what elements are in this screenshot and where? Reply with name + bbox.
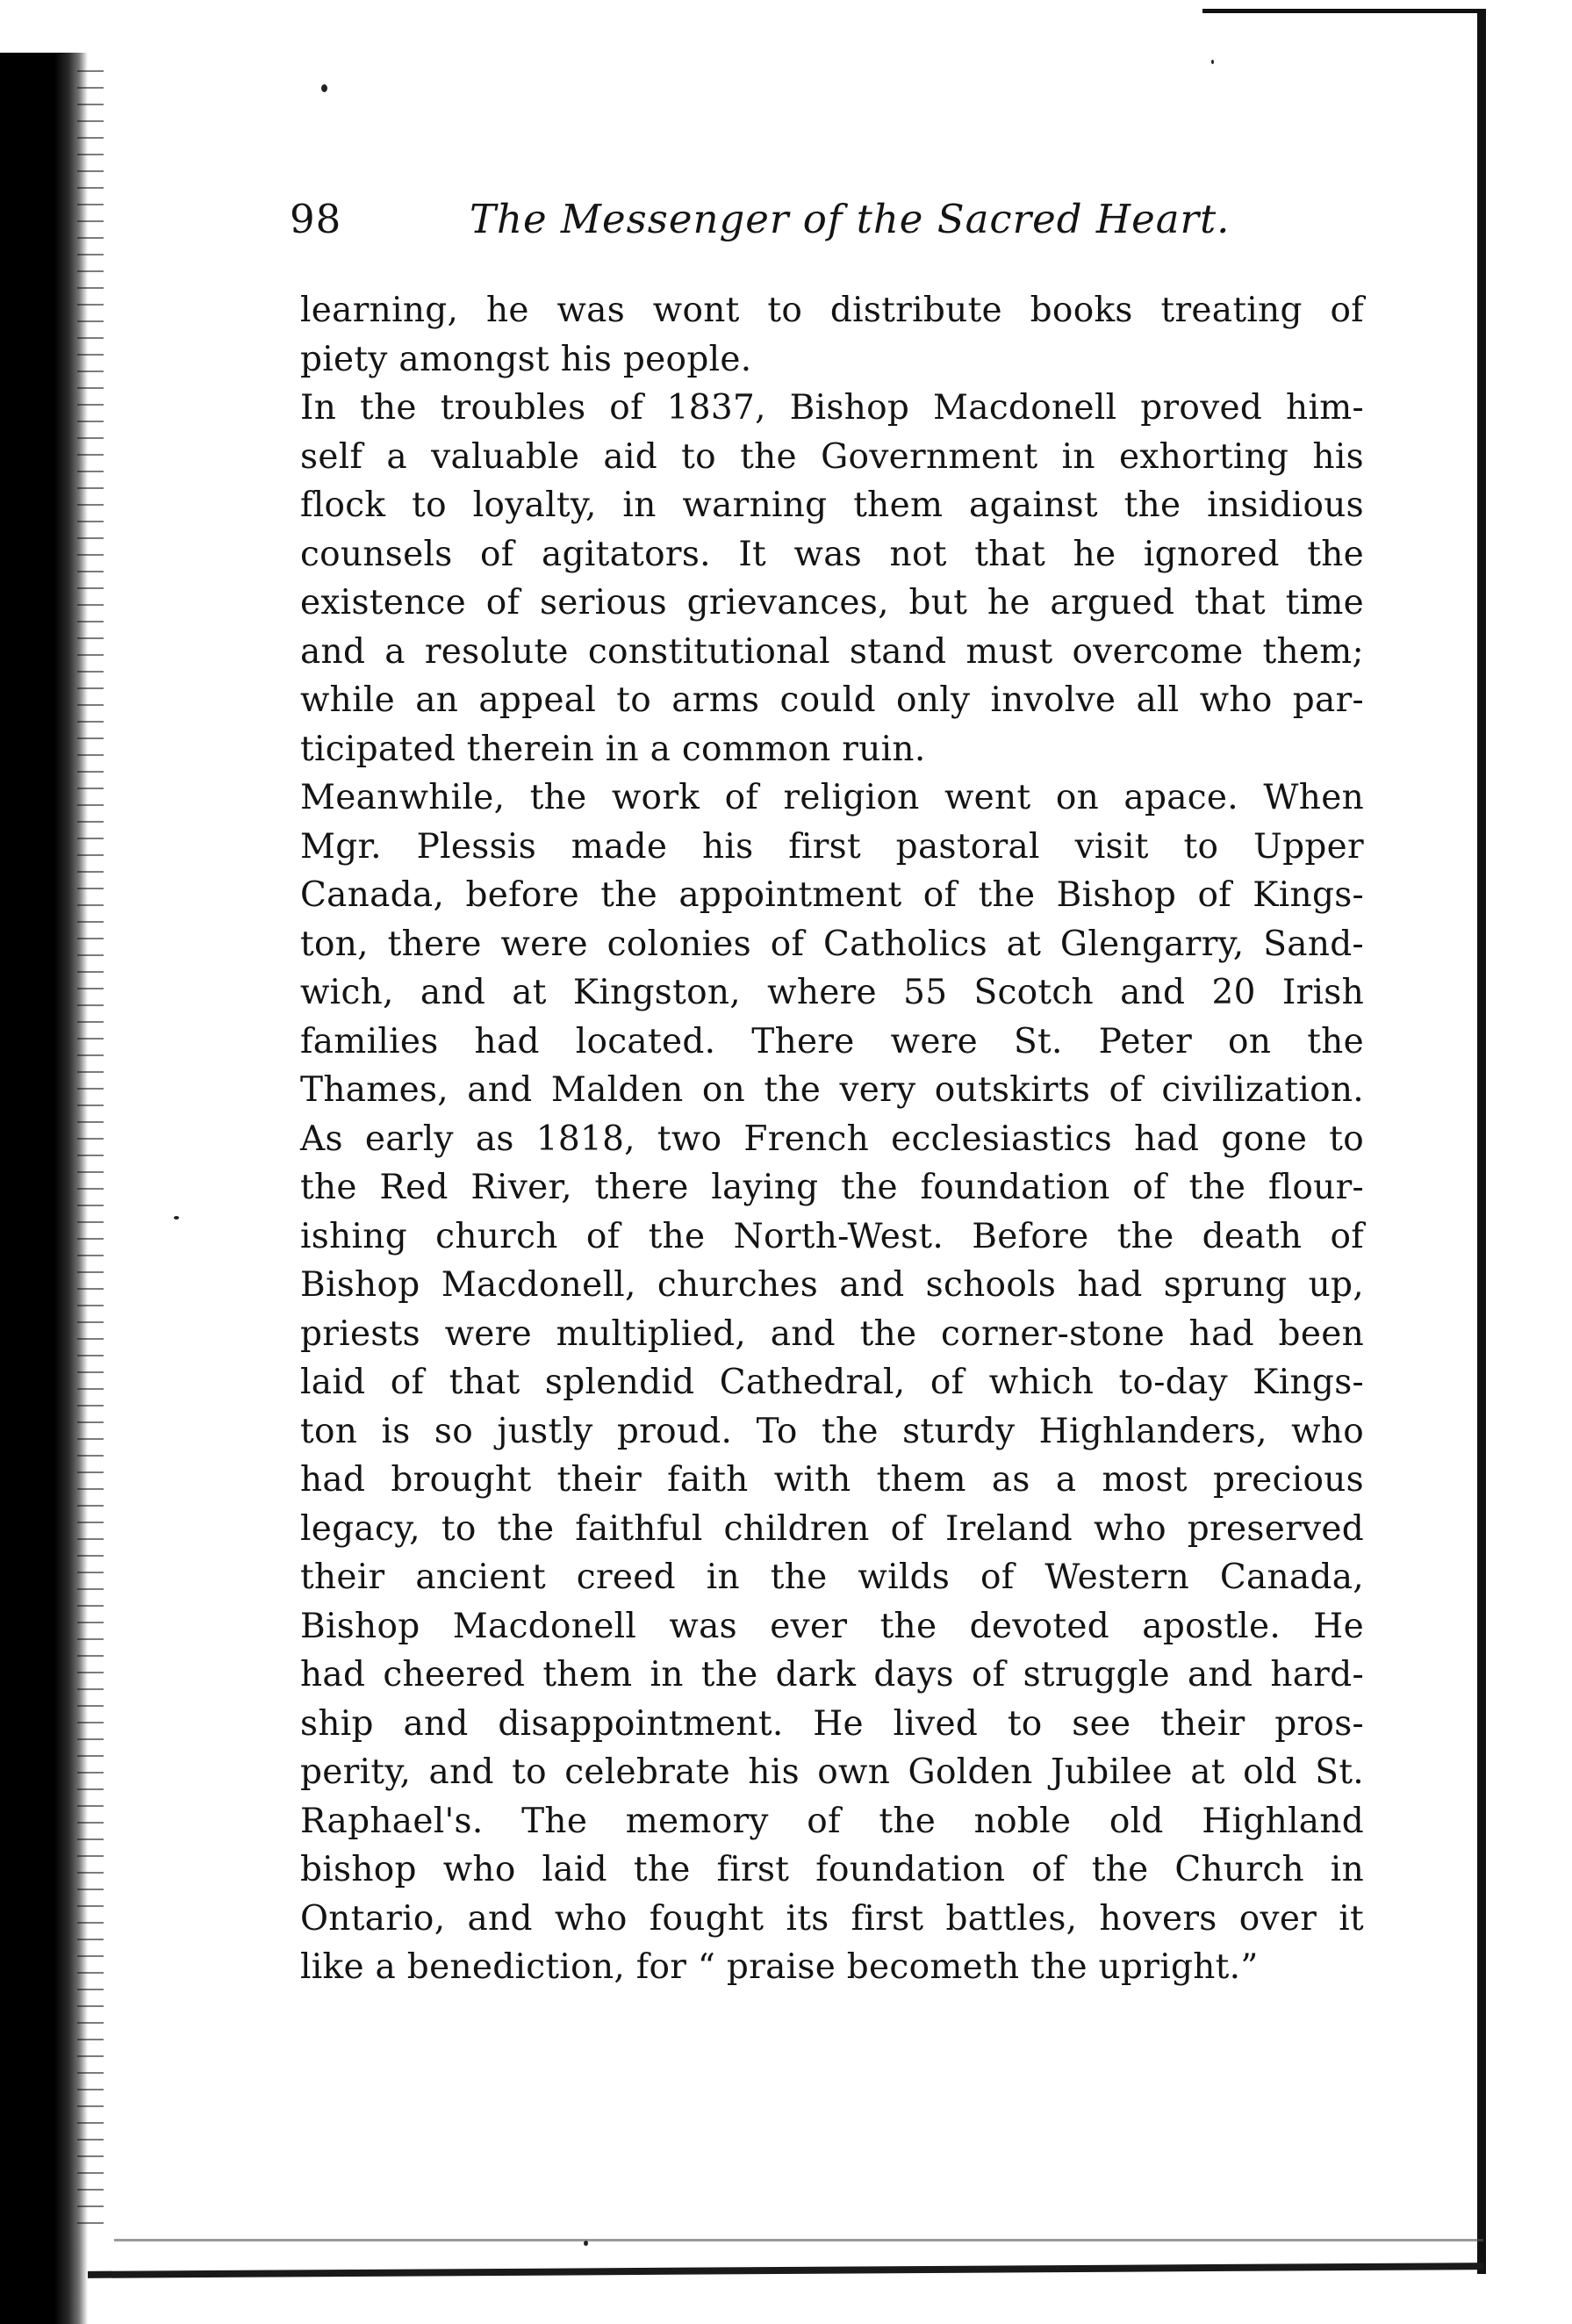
ink-speck bbox=[584, 2241, 588, 2246]
text-line: families had located. There were St. Peter on the bbox=[300, 1021, 1364, 1061]
text-line: Meanwhile, the work of religion went on apace. When bbox=[300, 778, 1364, 817]
scan-edge-right bbox=[1477, 9, 1486, 2274]
page-number: 98 bbox=[290, 196, 342, 242]
text-line: ship and disappointment. He lived to see their pros- bbox=[300, 1703, 1364, 1744]
text-line: ticipated therein in a common ruin. bbox=[300, 729, 926, 769]
text-line: wich, and at Kingston, where 55 Scotch and 20 Irish bbox=[300, 973, 1364, 1012]
text-line: legacy, to the faithful children of Ireland who preserved bbox=[300, 1508, 1364, 1549]
text-line: the Red River, there laying the foundation of the flour- bbox=[300, 1168, 1364, 1207]
text-line: Raphael's. The memory of the noble old Highland bbox=[300, 1801, 1364, 1841]
ink-speck bbox=[174, 1216, 179, 1220]
binding-shadow bbox=[0, 53, 88, 2324]
text-line: ton, there were colonies of Catholics at Glengarry, Sand- bbox=[300, 924, 1364, 964]
text-line: As early as 1818, two French ecclesiastics had gone to bbox=[300, 1119, 1364, 1159]
text-line: and a resolute constitutional stand must overcome them; bbox=[300, 631, 1364, 672]
running-title: The Messenger of the Sacred Heart. bbox=[470, 196, 1231, 242]
text-line: In the troubles of 1837, Bishop Macdonell proved him- bbox=[300, 388, 1364, 428]
scan-edge-bottom bbox=[88, 2263, 1483, 2278]
text-line: existence of serious grievances, but he argued that time bbox=[300, 583, 1364, 622]
text-line: ishing church of the North-West. Before the death of bbox=[300, 1216, 1364, 1256]
text-line: flock to loyalty, in warning them against the insidious bbox=[300, 486, 1364, 525]
ink-speck bbox=[1211, 60, 1214, 64]
text-line: like a benediction, for “ praise becometh the upright.” bbox=[300, 1947, 1259, 1987]
scan-edge-top bbox=[1202, 9, 1483, 13]
text-line: ton is so justly proud. To the sturdy Highlanders, who bbox=[300, 1411, 1364, 1451]
text-line: learning, he was wont to distribute books treating of bbox=[300, 291, 1364, 330]
ink-speck bbox=[321, 84, 327, 92]
text-line: counsels of agitators. It was not that he ignored the bbox=[300, 534, 1364, 574]
text-line: Mgr. Plessis made his first pastoral visit to Upper bbox=[300, 826, 1364, 867]
page-header bbox=[290, 189, 1343, 250]
binding-noise bbox=[77, 70, 104, 2230]
text-line: Canada, before the appointment of the Bishop of Kings- bbox=[300, 875, 1364, 915]
body-text bbox=[300, 286, 1364, 1992]
text-line: perity, and to celebrate his own Golden Jubilee at old St. bbox=[300, 1752, 1364, 1792]
text-line: Ontario, and who fought its first battles, hovers over it bbox=[300, 1898, 1364, 1939]
text-line: bishop who laid the first foundation of the Church in bbox=[300, 1850, 1364, 1889]
text-line: piety amongst his people. bbox=[300, 339, 752, 379]
text-line: Bishop Macdonell was ever the devoted apostle. He bbox=[300, 1606, 1364, 1646]
text-line: Thames, and Malden on the very outskirts of civilization. bbox=[300, 1070, 1364, 1110]
text-line: self a valuable aid to the Government in exhorting his bbox=[300, 436, 1364, 477]
text-line: their ancient creed in the wilds of Western Canada, bbox=[300, 1558, 1364, 1597]
text-line: Bishop Macdonell, churches and schools had sprung up, bbox=[300, 1265, 1364, 1305]
text-line: had brought their faith with them as a most precious bbox=[300, 1460, 1364, 1500]
scan-edge-bottom-faint bbox=[114, 2239, 1483, 2241]
text-line: while an appeal to arms could only involve all who par- bbox=[300, 680, 1364, 720]
text-line: laid of that splendid Cathedral, of which to-day Kings- bbox=[300, 1363, 1364, 1402]
text-line: had cheered them in the dark days of struggle and hard- bbox=[300, 1655, 1364, 1694]
text-line: priests were multiplied, and the corner-stone had been bbox=[300, 1313, 1364, 1354]
